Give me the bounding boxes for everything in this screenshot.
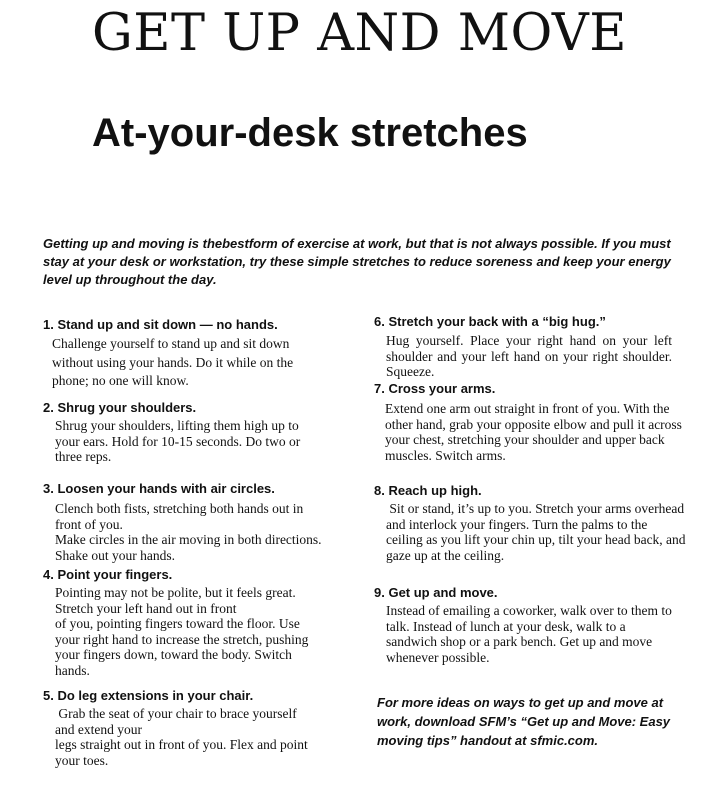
stretch-6-body: Hug yourself. Place your right hand on your left shoulder and your left hand on your right shoulder. Squeeze. [386,333,672,379]
stretch-5-heading: 5. Do leg extensions in your chair. [43,688,254,703]
stretch-3-heading: 3. Loosen your hands with air circles. [43,481,275,496]
page-banner-title: GET UP AND MOVE [92,4,627,63]
stretch-6-heading: 6. Stretch your back with a “big hug.” [374,314,606,329]
stretch-3-line: Clench both fists, stretching both hands out in [55,501,304,516]
stretch-5-line: legs straight out in front of you. Flex and point [55,737,308,752]
stretch-7-body: Extend one arm out straight in front of you. With the other hand, grab your opposite elbow and pull it across your chest, stretching your shoulder and upper back muscles. Switch arms. [385,401,682,463]
stretch-2-line: your ears. Hold for 10-15 seconds. Do two or [55,433,301,449]
intro-paragraph: Getting up and moving is thebestform of exercise at work, but that is not always possible. If you must stay at your desk or workstation, try these simple stretches to reduce soreness and keep your energy level up throughout the day. [43,236,671,287]
stretch-3-line: Shake out your hands. [55,547,175,563]
stretch-2-line: Shrug your shoulders, lifting them high up to [55,418,299,433]
stretch-1-line: phone; no one will know. [52,373,189,388]
page-subtitle: At-your-desk stretches [92,111,528,155]
stretch-4-line: of you, pointing fingers toward the floor. Use [55,616,300,631]
stretch-7-heading: 7. Cross your arms. [374,381,496,396]
stretch-3-line: Make circles in the air moving in both directions. [55,532,322,547]
stretch-5-line: your toes. [55,752,109,768]
stretch-2-heading: 2. Shrug your shoulders. [43,400,197,415]
stretch-4-heading: 4. Point your fingers. [43,567,173,582]
stretch-5-line: and extend your [55,721,142,737]
stretch-3-body [55,501,365,563]
stretch-8-heading: 8. Reach up high. [374,483,482,498]
stretch-4-line: Stretch your left hand out in front [55,600,237,616]
stretch-9-heading: 9. Get up and move. [374,585,498,600]
stretch-8-body: Sit or stand, it’s up to you. Stretch your arms overhead and interlock your fingers. Turn the palms to the ceiling as you lift your chin up, tilt your head back, and gaze up at the ceiling. [386,501,686,563]
stretch-5-line: Grab the seat of your chair to brace yourself [55,706,297,721]
stretch-1-body [52,335,352,391]
stretch-4-line: hands. [55,662,90,678]
stretch-1-heading: 1. Stand up and sit down — no hands. [43,317,278,332]
stretch-5-body [55,706,365,768]
stretch-3-line: front of you. [55,516,123,532]
stretch-2-body [55,418,355,465]
stretch-4-line: Pointing may not be polite, but it feels great. [55,585,296,600]
stretch-2-line: three reps. [55,449,112,464]
stretch-1-line: Challenge yourself to stand up and sit down [52,336,290,351]
stretch-1-line: without using your hands. Do it while on the [52,354,294,370]
more-ideas-note: For more ideas on ways to get up and move at work, download SFM’s “Get up and Move: Easy moving tips” handout at sfmic.com. [377,695,671,748]
stretch-4-line: your fingers down, toward the body. Switch [55,647,292,662]
stretch-4-line: your right hand to increase the stretch, pushing [55,631,309,647]
stretch-4-body [55,585,365,678]
stretch-9-body: Instead of emailing a coworker, walk over to them to talk. Instead of lunch at your desk, walk to a sandwich shop or a park bench. Get up and move whenever possible. [386,603,672,665]
